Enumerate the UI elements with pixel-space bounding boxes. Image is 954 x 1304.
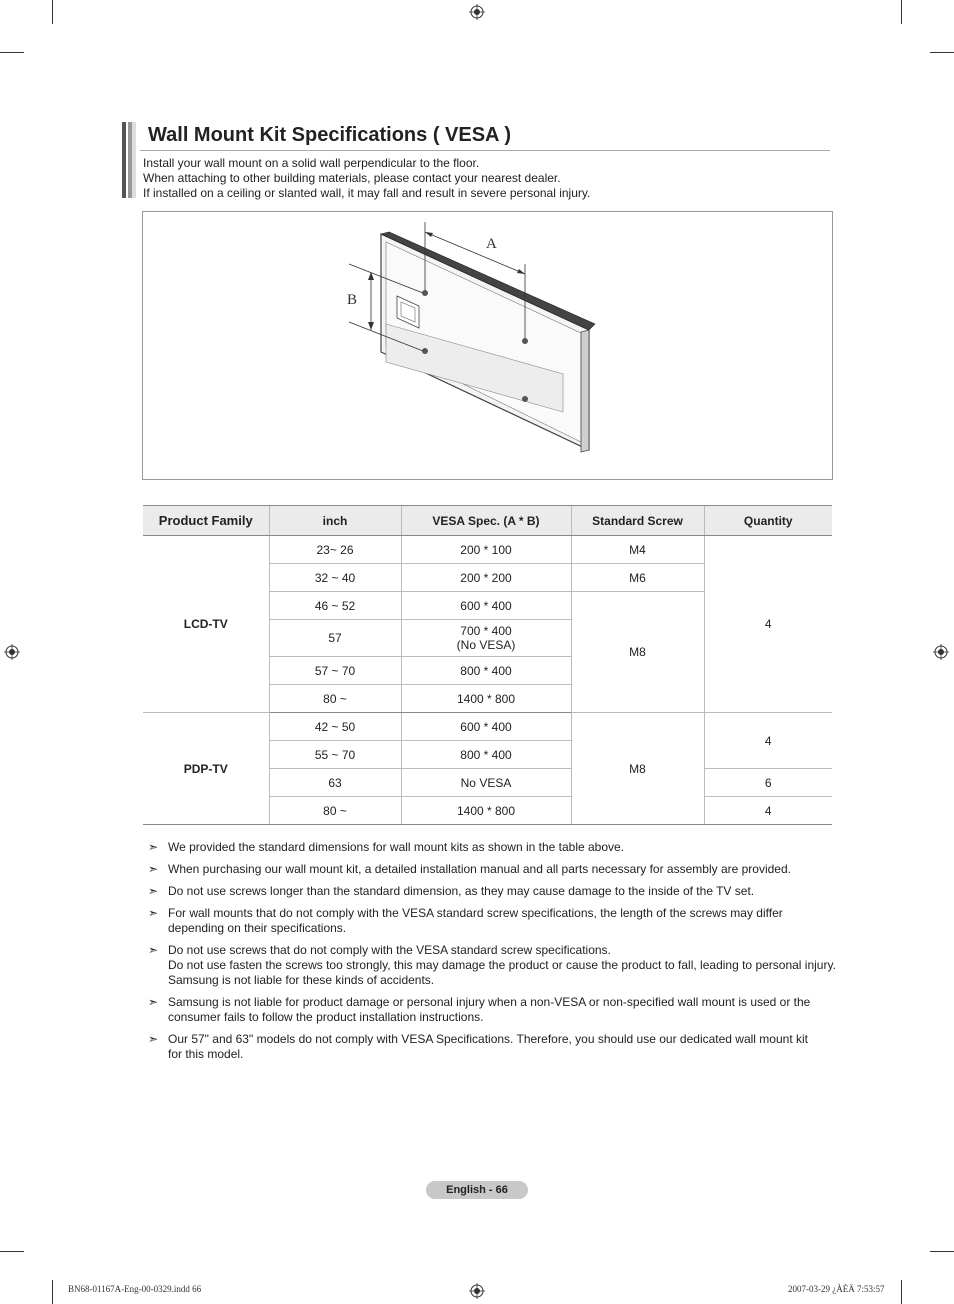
vesa-cell: 1400 * 800 bbox=[401, 685, 571, 713]
header-vesa-spec: VESA Spec. (A * B) bbox=[401, 506, 571, 536]
note-line: Our 57" and 63" models do not comply with VESA Specifications. Therefore, you should use our dedicated wall mount kit bbox=[168, 1032, 808, 1046]
vesa-value: 700 * 400 bbox=[460, 624, 512, 638]
crop-mark bbox=[52, 1280, 53, 1304]
note-item bbox=[148, 862, 828, 877]
header-quantity: Quantity bbox=[704, 506, 832, 536]
note-line: Samsung is not liable for these kinds of accidents. bbox=[168, 973, 435, 987]
note-line: Samsung is not liable for product damage or personal injury when a non-VESA or non-specified wall mount is used or the bbox=[168, 995, 811, 1009]
registration-mark-icon bbox=[469, 4, 485, 20]
intro-text bbox=[143, 156, 590, 201]
inch-cell: 57 ~ 70 bbox=[269, 657, 401, 685]
crop-mark bbox=[901, 1280, 902, 1304]
note-arrow-icon: ➣ bbox=[148, 943, 159, 957]
screw-cell: M8 bbox=[571, 592, 704, 713]
page-title: Wall Mount Kit Specifications ( VESA ) bbox=[148, 124, 511, 146]
note-line: for this model. bbox=[168, 1047, 244, 1061]
note-item bbox=[148, 906, 828, 936]
header-standard-screw: Standard Screw bbox=[571, 506, 704, 536]
note-line: When purchasing our wall mount kit, a detailed installation manual and all parts necessary for assembly are provided. bbox=[168, 862, 791, 876]
family-lcd-tv: LCD-TV bbox=[143, 536, 269, 713]
table-header-row bbox=[143, 506, 832, 536]
title-accent-bar bbox=[122, 122, 136, 198]
crop-mark bbox=[930, 52, 954, 53]
vesa-cell: 800 * 400 bbox=[401, 741, 571, 769]
quantity-cell: 4 bbox=[704, 713, 832, 769]
quantity-cell: 4 bbox=[704, 536, 832, 713]
intro-line: When attaching to other building materials, please contact your nearest dealer. bbox=[143, 171, 561, 185]
registration-mark-icon bbox=[4, 644, 20, 660]
note-item bbox=[148, 884, 828, 899]
header-product-family: Product Family bbox=[143, 506, 269, 536]
tv-rear-figure bbox=[142, 211, 833, 480]
vesa-cell: 800 * 400 bbox=[401, 657, 571, 685]
screw-cell: M4 bbox=[571, 536, 704, 564]
note-line: Do not use screws longer than the standard dimension, as they may cause damage to the inside of the TV set. bbox=[168, 884, 755, 898]
note-line: Do not use screws that do not comply with the VESA standard screw specifications. bbox=[168, 943, 611, 957]
note-item bbox=[148, 995, 828, 1025]
family-pdp-tv: PDP-TV bbox=[143, 713, 269, 825]
crop-mark bbox=[0, 1251, 24, 1252]
registration-mark-icon bbox=[469, 1283, 485, 1299]
crop-mark bbox=[0, 52, 24, 53]
vesa-cell: 1400 * 800 bbox=[401, 797, 571, 825]
inch-cell: 63 bbox=[269, 769, 401, 797]
vesa-cell: 200 * 100 bbox=[401, 536, 571, 564]
intro-line: If installed on a ceiling or slanted wall, it may fall and result in severe personal injury. bbox=[143, 186, 591, 200]
vesa-cell bbox=[401, 620, 571, 657]
table-row bbox=[143, 713, 832, 741]
crop-mark bbox=[901, 0, 902, 24]
quantity-cell: 4 bbox=[704, 797, 832, 825]
dimension-a-label: A bbox=[486, 236, 497, 252]
note-line: depending on their specifications. bbox=[168, 921, 347, 935]
note-line: For wall mounts that do not comply with the VESA standard screw specifications, the length of the screws may differ bbox=[168, 906, 783, 920]
note-arrow-icon: ➣ bbox=[148, 840, 159, 854]
note-arrow-icon: ➣ bbox=[148, 1032, 159, 1046]
note-item bbox=[148, 1032, 828, 1062]
note-item bbox=[148, 840, 828, 855]
title-divider bbox=[140, 150, 830, 151]
quantity-cell: 6 bbox=[704, 769, 832, 797]
screw-cell: M6 bbox=[571, 564, 704, 592]
crop-mark bbox=[52, 0, 53, 24]
inch-cell: 80 ~ bbox=[269, 685, 401, 713]
inch-cell: 57 bbox=[269, 620, 401, 657]
note-line: consumer fails to follow the product installation instructions. bbox=[168, 1010, 484, 1024]
inch-cell: 42 ~ 50 bbox=[269, 713, 401, 741]
vesa-cell: 200 * 200 bbox=[401, 564, 571, 592]
note-arrow-icon: ➣ bbox=[148, 995, 159, 1009]
page-number-badge: English - 66 bbox=[426, 1181, 528, 1199]
note-line: We provided the standard dimensions for wall mount kits as shown in the table above. bbox=[168, 840, 625, 854]
intro-line: Install your wall mount on a solid wall perpendicular to the floor. bbox=[143, 156, 480, 170]
inch-cell: 46 ~ 52 bbox=[269, 592, 401, 620]
vesa-cell: 600 * 400 bbox=[401, 713, 571, 741]
note-arrow-icon: ➣ bbox=[148, 906, 159, 920]
note-line: Do not use fasten the screws too strongly, this may damage the product or cause the product to fall, leading to personal injury. bbox=[168, 958, 836, 972]
print-slug-timestamp: 2007-03-29 ¿ÀÈÄ 7:53:57 bbox=[788, 1284, 885, 1294]
note-arrow-icon: ➣ bbox=[148, 862, 159, 876]
crop-mark bbox=[930, 1251, 954, 1252]
dimension-b-label: B bbox=[347, 292, 358, 308]
inch-cell: 80 ~ bbox=[269, 797, 401, 825]
print-slug-file: BN68-01167A-Eng-00-0329.indd 66 bbox=[68, 1284, 202, 1294]
note-arrow-icon: ➣ bbox=[148, 884, 159, 898]
inch-cell: 55 ~ 70 bbox=[269, 741, 401, 769]
vesa-cell: 600 * 400 bbox=[401, 592, 571, 620]
header-inch: inch bbox=[269, 506, 401, 536]
inch-cell: 23~ 26 bbox=[269, 536, 401, 564]
registration-mark-icon bbox=[933, 644, 949, 660]
vesa-cell: No VESA bbox=[401, 769, 571, 797]
screw-cell: M8 bbox=[571, 713, 704, 825]
vesa-note: (No VESA) bbox=[456, 638, 516, 652]
inch-cell: 32 ~ 40 bbox=[269, 564, 401, 592]
table-row bbox=[143, 536, 832, 564]
vesa-spec-table bbox=[143, 505, 832, 825]
note-item bbox=[148, 943, 836, 988]
notes-list bbox=[148, 840, 836, 1069]
tv-rear-illustration bbox=[143, 212, 832, 479]
